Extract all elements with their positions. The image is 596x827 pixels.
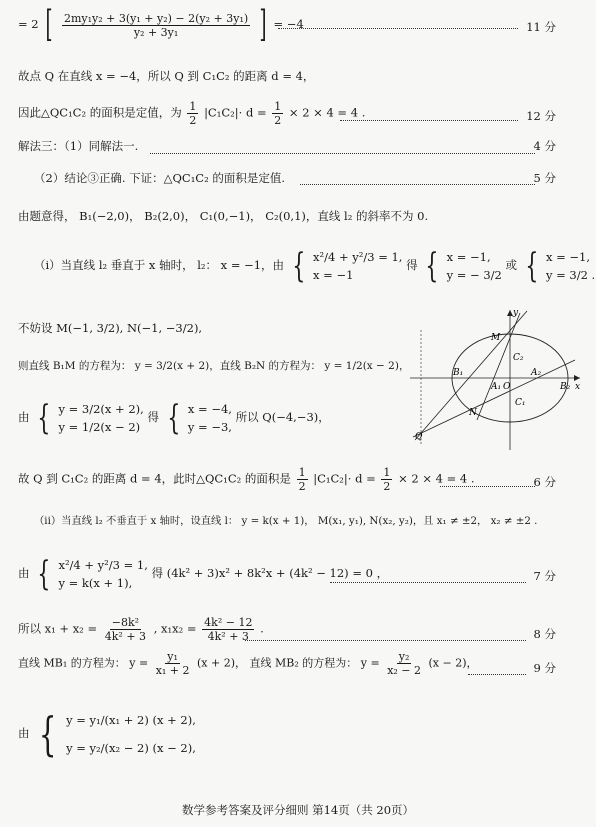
line-3: 因此△QC₁C₂ 的面积是定值，为 $\frac{1}{2}$ |C₁C₂|· d = $\frac{1}{2}$ × 2 × 4 = 4 . [18,100,366,127]
line-14: 所以 x₁ + x₂ = $\frac{\text{−8k²}}{\text{4k² + 3}}$ , x₁x₂ = $\frac{\text{4k² − 12}}{\text{4k² + 3}}$ . [18,616,264,643]
line-16: 由 { y = y₁/(x₁ + 2) (x + 2), y = y₂/(x₂ − 2) (x − 2), [18,707,196,761]
score-7: 7 分 [533,569,556,583]
label-q: Q [415,432,423,442]
line-l2 [477,313,520,420]
label-c2: C₂ [513,353,524,363]
line-13: 由 { x²/4 + y²/3 = 1, y = k(x + 1), 得 (4k² + 3)x² + 8k²x + (4k² − 12) = 0 ， [18,554,389,594]
fraction: $\frac{\text{2my₁y₂ + 3(y₁ + y₂) − 2(y₂ + 3y₁)}}{\text{y₂ + 3y₁}}$ [63,11,249,39]
leader-dots [278,28,518,29]
page-footer: 数学参考答案及评分细则 第14页（共 20页） [181,803,415,817]
line-2: 故点 Q 在直线 x = −4，所以 Q 到 C₁C₂ 的距离 d = 4， [18,69,315,83]
leader-dots [440,486,535,487]
line-8: 不妨设 M(−1, 3/2), N(−1, −3/2), [18,321,203,335]
leader-dots [468,674,526,675]
leader-dots [340,120,518,121]
score-12: 12 分 [526,109,556,123]
score-9: 9 分 [533,661,556,675]
label-b1: B₁ [453,368,464,378]
x-axis-arrow [574,375,580,381]
score-8: 8 分 [533,627,556,641]
line-7: （i）当直线 l₂ 垂直于 x 轴时， l₂： x = −1，由 { x²/4 + y²/3 = 1, x = −1 得 { x = −1, y = − 3/2 或 { x = −1, y = 3/2 . [34,246,596,286]
score-4: 4 分 [533,139,556,153]
line-b2n [413,360,575,437]
label-x: x [575,382,581,392]
line-11: 故 Q 到 C₁C₂ 的距离 d = 4，此时△QC₁C₂ 的面积是 $\frac{1}{2}$ |C₁C₂|· d = $\frac{1}{2}$ × 2 × 4 = 4 . [18,466,475,493]
leader-dots [150,153,535,154]
label-m: M [491,333,501,343]
label-b2: B₂ [560,382,571,392]
line-9: 则直线 B₁M 的方程为： y = 3/2(x + 2)，直线 B₂N 的方程为： y = 1/2(x − 2)， [18,360,410,372]
label-a1: A₁ [491,382,502,392]
leader-dots [300,184,535,185]
line-1: = 2 [ $\frac{\text{2my₁y₂ + 3(y₁ + y₂) − 2(y₂ + 3y₁)}}{\text{y₂ + 3y₁}}$ ] = −4 [18,4,304,45]
line-15: 直线 MB₁ 的方程为： y = $\frac{\text{y₁}}{\text{x₁ + 2}}$ (x + 2)， 直线 MB₂ 的方程为： y = $\frac{\text{y₂}}{\text{x₂ − 2}}$ (x − 2)， [18,650,478,677]
label-a2: A₂ [531,368,542,378]
label-c1: C₁ [515,398,526,408]
ellipse-diagram [405,305,585,465]
line-10: 由 { y = 3/2(x + 2), y = 1/2(x − 2) 得 { x = −4, y = −3, 所以 Q(−4,−3)， [18,398,330,438]
leader-dots [330,582,526,583]
score-6: 6 分 [533,475,556,489]
score-5: 5 分 [533,171,556,185]
leader-dots [245,640,526,641]
line-12: （ii）当直线 l₂ 不垂直于 x 轴时，设直线 l： y = k(x + 1)， M(x₁, y₁), N(x₂, y₂)，且 x₁ ≠ ±2， x₂ ≠ ±2 . [34,515,538,527]
score-11: 11 分 [526,20,556,34]
label-y: y [513,308,519,318]
line-5: （2）结论③正确. 下证：△QC₁C₂ 的面积是定值. [34,171,286,185]
line-6: 由题意得， B₁(−2,0)， B₂(2,0)， C₁(0,−1)， C₂(0,1)，直线 l₂ 的斜率不为 0. [18,209,429,223]
line-4: 解法三：（1）同解法一. [18,139,139,153]
label-o: O [503,382,511,392]
label-n: N [469,408,477,418]
